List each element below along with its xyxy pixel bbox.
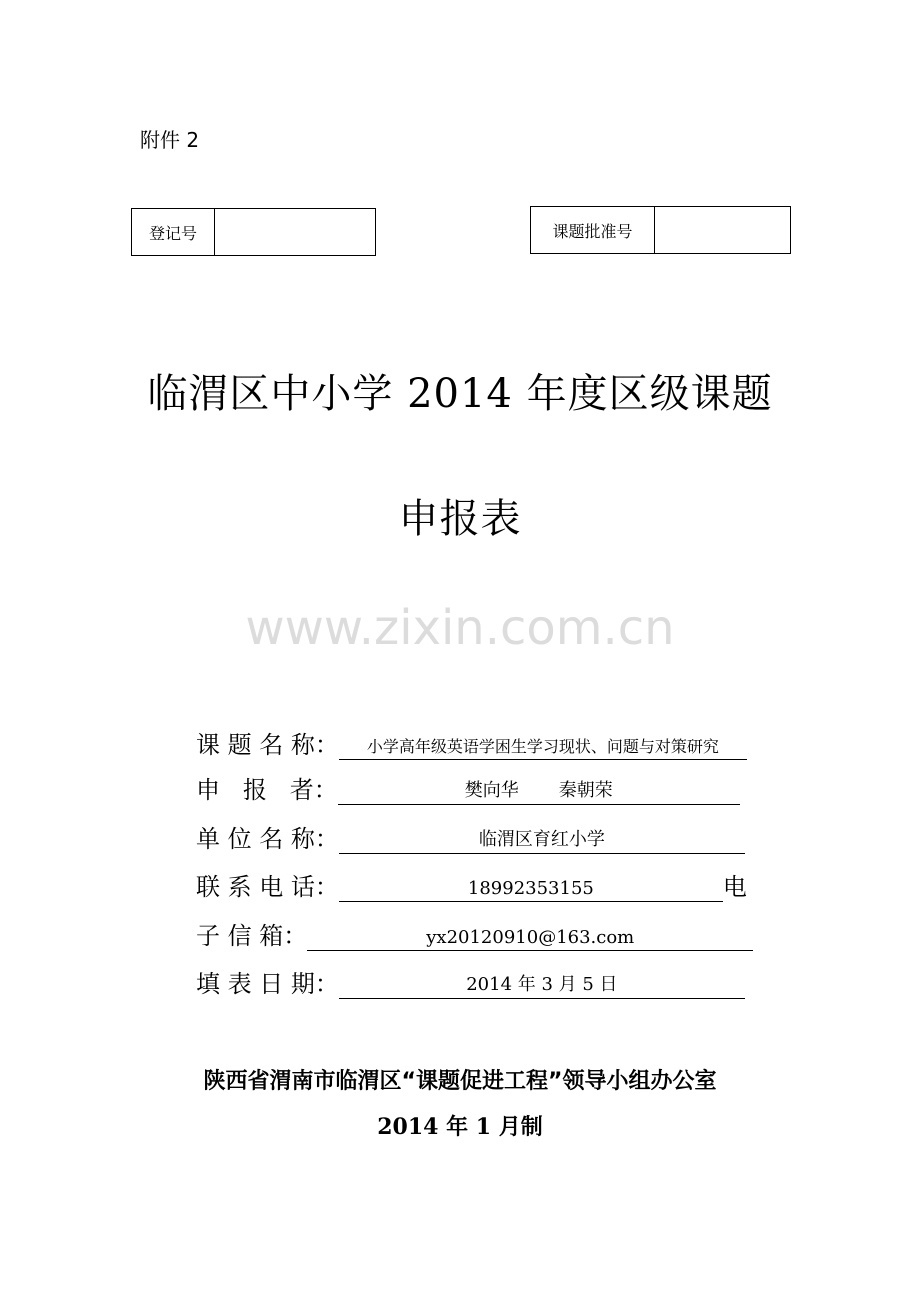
- field-row-phone: [196, 862, 747, 902]
- registration-box: [131, 208, 376, 256]
- registration-label: 登记号: [132, 209, 215, 255]
- phone-suffix: 电: [722, 873, 747, 901]
- approval-number-value-field[interactable]: [655, 207, 790, 253]
- project-name-value: 小学高年级英语学困生学习现状、问题与对策研究: [339, 734, 747, 760]
- approval-number-label: 课题批准号: [531, 207, 655, 253]
- phone-value: 18992353155: [339, 878, 723, 902]
- field-row-unit-name: [196, 814, 745, 854]
- field-row-project-name: [196, 720, 747, 760]
- project-name-label: 课 题 名 称：: [196, 731, 339, 759]
- unit-name-label: 单 位 名 称：: [196, 825, 339, 853]
- footer-organization: 陕西省渭南市临渭区“课题促进工程”领导小组办公室: [203, 1069, 717, 1094]
- email-label: 子 信 箱：: [196, 922, 308, 950]
- document-title: 临渭区中小学 2014 年度区级课题: [147, 371, 773, 417]
- document-subtitle: 申报表: [398, 496, 522, 542]
- field-row-email: [196, 911, 753, 951]
- email-value: yx20120910@163.com: [307, 927, 753, 951]
- applicant-value: 樊向华 秦朝荣: [338, 776, 740, 805]
- field-row-fill-date: [196, 959, 745, 999]
- applicant-label: 申 报 者：: [196, 776, 338, 804]
- approval-number-box: [530, 206, 791, 254]
- field-row-applicant: [196, 765, 740, 805]
- attachment-label: 附件 2: [140, 128, 200, 152]
- footer-date: 2014 年 1 月制: [377, 1114, 543, 1140]
- unit-name-value: 临渭区育红小学: [339, 825, 745, 854]
- fill-date-value: 2014 年 3 月 5 日: [339, 970, 745, 999]
- phone-label: 联 系 电 话：: [196, 873, 339, 901]
- fill-date-label: 填 表 日 期：: [196, 970, 339, 998]
- registration-value-field[interactable]: [215, 209, 375, 255]
- watermark: www.zixin.com.cn: [245, 600, 675, 656]
